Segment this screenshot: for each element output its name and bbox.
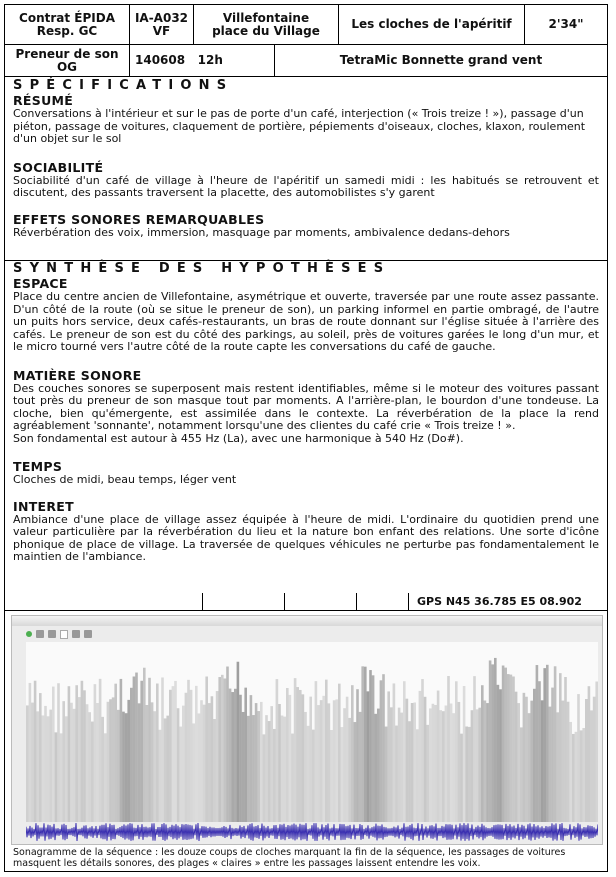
empty-cell-3: [285, 593, 357, 610]
spectrogram-column: [146, 705, 149, 822]
spectrogram-column: [577, 694, 580, 822]
spectrogram-column: [471, 710, 474, 822]
spectrogram-column: [499, 689, 502, 822]
gps-cell: GPS N45 36.785 E5 08.902: [417, 595, 582, 608]
header-row-1: [5, 5, 607, 45]
spectrogram-column: [255, 703, 258, 822]
spectrogram-column: [47, 716, 50, 822]
spectrogram-column: [203, 705, 206, 822]
spectrogram-column: [439, 710, 442, 822]
spectrogram-column: [372, 675, 375, 822]
spectrogram-column: [190, 690, 193, 822]
spectrogram-column: [315, 681, 318, 822]
spectrogram-column: [406, 699, 409, 822]
mic-cell: TetraMic Bonnette grand vent: [339, 53, 543, 67]
spectrogram-column: [205, 677, 208, 822]
gps-row: [5, 593, 607, 611]
spectrogram-column: [237, 662, 240, 822]
spectrogram-column: [351, 685, 354, 822]
spectrogram-column: [455, 681, 458, 822]
spectrogram-column: [460, 734, 463, 822]
spectrogram-column: [447, 676, 450, 822]
spectrogram-column: [395, 726, 398, 822]
spectrogram-column: [281, 716, 284, 822]
spectrogram-column: [333, 700, 336, 822]
espace-text: Place du centre ancien de Villefontaine, asymétrique et ouverte, traversée par une route assez passante. D'un côté de la route (où se situe le preneur de son), un parking informel en partie ombragé, de l'autre un puits hors service, deux cafés-restaurants, un bras de route donnant sur l'église située à l'arrière des cafés. Le preneur de son est du côté des parkings, au soleil, près de voitures garées le long d'un mur, et le micro tourné vers l'autre côté de la route capte les conversations du café de gauche.: [13, 290, 599, 353]
play-icon[interactable]: [26, 631, 32, 637]
interet-title: INTERET: [13, 498, 74, 514]
spectrogram-column: [497, 685, 500, 822]
spectrogram-column: [348, 718, 351, 822]
spectrogram-column: [263, 734, 266, 822]
spectrogram-column: [117, 710, 120, 822]
spectrogram-column: [114, 684, 117, 822]
spectrogram-column: [304, 712, 307, 822]
spectrogram-column: [148, 678, 151, 822]
window-titlebar: [12, 616, 602, 626]
contract-cell: Contrat ÉPIDA Resp. GC: [5, 5, 130, 44]
spectrogram-column: [322, 696, 325, 822]
spectrogram-column: [354, 722, 357, 822]
spectrogram-column: [81, 681, 84, 822]
spectrogram-column: [582, 728, 585, 822]
spectrogram-column: [390, 707, 393, 822]
spectrogram-column: [411, 703, 414, 822]
spectrogram-column: [211, 696, 214, 822]
spectrogram-column: [543, 668, 546, 822]
spectrogram-column: [120, 679, 123, 822]
synthese-heading: SYNTHÈSE DES HYPOTHÈSES: [13, 261, 391, 276]
spectrogram-column: [551, 688, 554, 822]
spectrogram-column: [359, 712, 362, 822]
spectrogram-column: [169, 690, 172, 822]
spectrogram-column: [398, 708, 401, 822]
spectrogram-column: [491, 664, 494, 822]
spectrogram-column: [294, 678, 297, 822]
spectrogram-column: [424, 697, 427, 822]
document-sheet: [4, 4, 608, 872]
spectrogram-column: [156, 684, 159, 822]
spectrogram-column: [268, 721, 271, 822]
duration-cell: 2'34": [548, 17, 584, 31]
record-icon[interactable]: [48, 630, 56, 638]
spectrogram-column: [393, 683, 396, 822]
spectrogram-column: [346, 697, 349, 822]
spectrogram-column: [567, 702, 570, 822]
spectrogram-column: [231, 692, 234, 822]
spectrogram-column: [520, 727, 523, 822]
temps-title: TEMPS: [13, 459, 63, 474]
spectrogram-column: [39, 693, 42, 822]
empty-cell-4: [357, 593, 409, 610]
spectrogram-column: [65, 716, 68, 822]
spectrogram-column: [104, 733, 107, 822]
spectrogram-column: [312, 730, 315, 822]
spectrogram-column: [429, 708, 432, 822]
spectrogram-column: [296, 687, 299, 822]
spectrogram-column: [226, 667, 229, 822]
spectrogram-column: [265, 715, 268, 822]
spectrogram-column: [291, 734, 294, 822]
spectrogram-column: [302, 694, 305, 822]
spectrogram-column: [135, 673, 138, 822]
spectrogram-column: [382, 674, 385, 822]
spectrogram-column: [434, 705, 437, 822]
spectrogram-column: [458, 702, 461, 822]
spectrogram-column: [367, 691, 370, 822]
spectrogram-column: [408, 721, 411, 822]
spectrogram-column: [320, 700, 323, 822]
spectrogram-column: [575, 732, 578, 822]
spectrogram-column: [159, 730, 162, 822]
spectrogram-column: [452, 713, 455, 822]
spectrogram-column: [229, 689, 232, 822]
spectrogram-column: [55, 732, 58, 822]
spectrogram-column: [338, 684, 341, 822]
spectrogram-column: [62, 701, 65, 822]
spectrogram-column: [185, 693, 188, 822]
specifications-section: [5, 79, 607, 239]
spectrogram-column: [234, 689, 237, 822]
spectrogram-column: [556, 712, 559, 822]
spectrogram-column: [380, 680, 383, 822]
window-toolbar: [12, 626, 602, 642]
sonagram-window: [11, 615, 603, 845]
spectrogram-column: [593, 697, 596, 822]
spectrogram-column: [533, 689, 536, 822]
spectrogram-column: [486, 703, 489, 822]
spectrogram-column: [494, 658, 497, 822]
sonagram-caption: Sonagramme de la séquence : les douze coups de cloches marquant la fin de la séquence, les passages de voitures masquent les détails sonores, des plages « claires » entre les passages laissent entendre les voix.: [13, 847, 566, 869]
effets-text: Réverbération des voix, immersion, masquage par moments, ambivalence dedans-dehors: [13, 225, 510, 239]
spectrogram-column: [400, 713, 403, 822]
spectrogram-column: [450, 704, 453, 822]
stop-icon[interactable]: [36, 630, 44, 638]
spectrogram-column: [29, 683, 32, 822]
spectrogram-column: [34, 681, 37, 822]
resume-title: RÉSUMÉ: [13, 93, 74, 108]
spectrogram-column: [481, 685, 484, 822]
spectrogram-column: [283, 717, 286, 822]
spectrogram-column: [541, 700, 544, 822]
spectrogram-column: [49, 710, 52, 822]
spectrogram-column: [507, 674, 510, 822]
datetime-cell: 140608 12h: [130, 45, 275, 76]
spectrogram-column: [515, 692, 518, 822]
spectrogram-column: [198, 713, 201, 822]
spectrogram-column: [536, 665, 539, 822]
spectrogram-column: [166, 716, 169, 822]
spectrogram-column: [260, 702, 263, 822]
matiere-text-fundamental: Son fondamental est autour à 455 Hz (La), avec une harmonique à 540 Hz (Do#).: [13, 431, 464, 445]
spectrogram-column: [421, 679, 424, 822]
header-row-2: [5, 45, 607, 77]
spectrogram-column: [484, 700, 487, 822]
spectrogram-column: [572, 734, 575, 822]
spectrogram-column: [109, 699, 112, 822]
spectrogram-column: [177, 708, 180, 822]
spectrogram-column: [140, 681, 143, 822]
spectrogram-column: [36, 711, 39, 822]
spectrogram-column: [330, 730, 333, 822]
sociabilite-text: Sociabilité d'un café de village à l'heure de l'apéritif un samedi midi : les habitués se retrouvent et discutent, des passants traversent la placette, des automobilistes s'y garent: [13, 173, 599, 199]
spectrogram-column: [73, 709, 76, 822]
spectrogram-column: [580, 730, 583, 822]
spectrogram-column: [244, 688, 247, 822]
spectrogram-column: [525, 697, 528, 822]
spectrogram-column: [416, 729, 419, 822]
spectrogram-column: [502, 666, 505, 822]
spectrogram-column: [151, 702, 154, 822]
spectrogram-column: [161, 677, 164, 822]
spectrogram-column: [107, 702, 110, 822]
spectrogram-column: [218, 677, 221, 822]
spectrogram-column: [101, 717, 104, 822]
spectrogram-column: [127, 700, 130, 822]
spectrogram-column: [273, 729, 276, 822]
spectrogram-column: [289, 695, 292, 822]
spectrogram-column: [57, 683, 60, 822]
waveform-line: [26, 823, 598, 841]
preneur-cell: Preneur de son OG: [5, 45, 130, 76]
spectrogram-column: [328, 703, 331, 822]
spectrogram-column: [473, 676, 476, 822]
spectrogram-column: [445, 705, 448, 822]
spectrogram-column: [242, 712, 245, 822]
spectrogram-column: [442, 711, 445, 822]
spectrogram-column: [528, 713, 531, 822]
spectrogram-column: [549, 707, 552, 822]
spectrogram: [26, 642, 598, 822]
spectrogram-column: [476, 709, 479, 822]
spectrogram-column: [504, 668, 507, 822]
spectrogram-column: [153, 711, 156, 822]
spectrogram-column: [31, 703, 34, 822]
spectrogram-column: [341, 727, 344, 822]
spectrogram-column: [286, 688, 289, 822]
spectrogram-column: [143, 668, 146, 822]
empty-cell-2: [203, 593, 285, 610]
spectrogram-column: [307, 726, 310, 822]
spectrogram-column: [130, 688, 133, 822]
spectrogram-column: [270, 706, 273, 822]
spectrogram-column: [133, 676, 136, 822]
spectrogram-column: [192, 723, 195, 822]
spectrogram-column: [208, 703, 211, 822]
spectrogram-column: [278, 704, 281, 822]
spectrogram-column: [112, 697, 115, 822]
spectrogram-column: [174, 681, 177, 822]
spectrogram-column: [595, 681, 598, 822]
spectrogram-column: [187, 680, 190, 822]
spectrogram-column: [478, 708, 481, 822]
spectrogram-column: [200, 700, 203, 822]
resume-text: Conversations à l'intérieur et sur le pas de porte d'un café, interjection (« Trois treize ! »), passage d'un piéton, passage de voitures, claquement de portière, pépiements d'oiseaux, cloches, klaxon, roulement d'un objet sur le sol: [13, 107, 586, 145]
matiere-title: MATIÈRE SONORE: [13, 367, 142, 383]
spectrogram-column: [369, 670, 372, 822]
spectrogram-column: [335, 699, 338, 822]
spectrogram-column: [517, 703, 520, 822]
spectrogram-column: [413, 702, 416, 822]
spectrogram-column: [538, 681, 541, 822]
spectrogram-column: [182, 706, 185, 822]
spectrogram-column: [364, 667, 367, 822]
spectrogram-column: [554, 666, 557, 822]
spectrogram-column: [325, 680, 328, 822]
place-cell: Villefontaine place du Village: [194, 5, 339, 44]
title-cell: Les cloches de l'apéritif: [339, 5, 525, 44]
espace-title: ESPACE: [13, 276, 68, 291]
spectrogram-column: [432, 704, 435, 822]
spectrogram-column: [138, 703, 141, 822]
spectrogram-column: [463, 686, 466, 822]
matiere-text: Des couches sonores se superposent mais restent identifiables, même si le moteur des voitures passant tout près du preneur de son masque tout par moments. A l'arrière-plan, le bourdon d'une tondeuse. La cloche, bien qu'émergente, est assimilée dans le contexte. La réverbération de la place la rend agréablement 'sonnante', notamment lorsqu'une des clientes du café crie « Trois treize ! ».: [13, 381, 599, 432]
spectrogram-column: [426, 725, 429, 822]
spectrogram-column: [377, 709, 380, 822]
spectrogram-column: [247, 716, 250, 822]
spectrogram-column: [221, 675, 224, 822]
spectrogram-column: [75, 685, 78, 822]
spectrogram-column: [530, 701, 533, 822]
spectrogram-column: [437, 691, 440, 822]
spectrogram-column: [172, 686, 175, 822]
spectrogram-column: [588, 686, 591, 822]
frequency-ruler: [12, 642, 26, 822]
spectrogram-column: [512, 676, 515, 822]
spectrogram-column: [468, 727, 471, 822]
spectrogram-column: [86, 704, 89, 822]
spectrogram-column: [60, 733, 63, 822]
zoom-icon[interactable]: [72, 630, 80, 638]
specifications-heading: SPÉCIFICATIONS: [13, 78, 234, 93]
sociabilite-title: SOCIABILITÉ: [13, 159, 104, 175]
spectrogram-column: [276, 679, 279, 822]
spectrogram-column: [44, 706, 47, 822]
spectrogram-column: [250, 695, 253, 822]
temps-text: Cloches de midi, beau temps, léger vent: [13, 473, 237, 486]
spectrogram-column: [239, 695, 242, 822]
spectrogram-column: [559, 673, 562, 822]
spectrogram-column: [179, 727, 182, 822]
code-cell: IA-A032 VF: [130, 5, 194, 44]
spectrogram-column: [569, 722, 572, 822]
spectrogram-column: [68, 686, 71, 822]
spectrogram-column: [125, 713, 128, 822]
spectrogram-column: [356, 689, 359, 822]
spectrogram-column: [403, 681, 406, 822]
spectrogram-column: [562, 701, 565, 822]
spectrogram-column: [510, 675, 513, 822]
spectrogram-column: [419, 691, 422, 822]
spectrogram-column: [523, 693, 526, 822]
spectrogram-column: [224, 678, 227, 822]
spectrogram-column: [489, 660, 492, 822]
interet-text: Ambiance d'une place de village assez équipée à l'heure de midi. L'ordinaire du quotidien prend une valeur particulière par la réverbération du lieu et la nature bon enfant des relations. Une sorte d'icône phonique de place de village. La traversée de quelques véhicules ne perturbe pas fondamentalement le maintien de l'ambiance.: [13, 512, 599, 563]
spectrogram-column: [216, 691, 219, 822]
settings-icon[interactable]: [84, 630, 92, 638]
spectrogram-column: [88, 712, 91, 822]
effets-title: EFFETS SONORES REMARQUABLES: [13, 211, 265, 227]
spectrogram-column: [213, 719, 216, 822]
spectrogram-column: [70, 703, 73, 822]
spectrogram-column: [374, 714, 377, 822]
spectrogram-column: [52, 687, 55, 822]
spectrogram-column: [252, 715, 255, 822]
spectrogram-column: [78, 697, 81, 822]
spectrogram-column: [195, 686, 198, 822]
synthese-section: [5, 262, 607, 564]
spectrogram-column: [96, 703, 99, 822]
spectrogram-column: [299, 690, 302, 822]
spectrogram-column: [343, 708, 346, 822]
spectrogram-column: [387, 691, 390, 822]
spectrogram-column: [257, 711, 260, 822]
spectrogram-column: [164, 718, 167, 822]
spectrogram-column: [465, 726, 468, 822]
spectrogram-column: [361, 666, 364, 822]
spectrogram-column: [91, 722, 94, 822]
spectrogram-column: [385, 727, 388, 822]
spectrogram-column: [94, 684, 97, 822]
spectrogram-column: [564, 677, 567, 822]
spectrogram-column: [590, 710, 593, 822]
spectrogram-column: [83, 690, 86, 822]
waveform: [26, 822, 598, 842]
spectrogram-column: [585, 699, 588, 822]
spectrogram-column: [317, 705, 320, 822]
spectrogram-column: [99, 679, 102, 822]
spectrogram-column: [122, 712, 125, 822]
spectrogram-column: [546, 665, 549, 822]
display-select[interactable]: [60, 630, 68, 639]
empty-cell-1: [5, 593, 203, 610]
spectrogram-column: [26, 705, 29, 822]
spectrogram-column: [42, 715, 45, 822]
spectrogram-column: [309, 697, 312, 822]
